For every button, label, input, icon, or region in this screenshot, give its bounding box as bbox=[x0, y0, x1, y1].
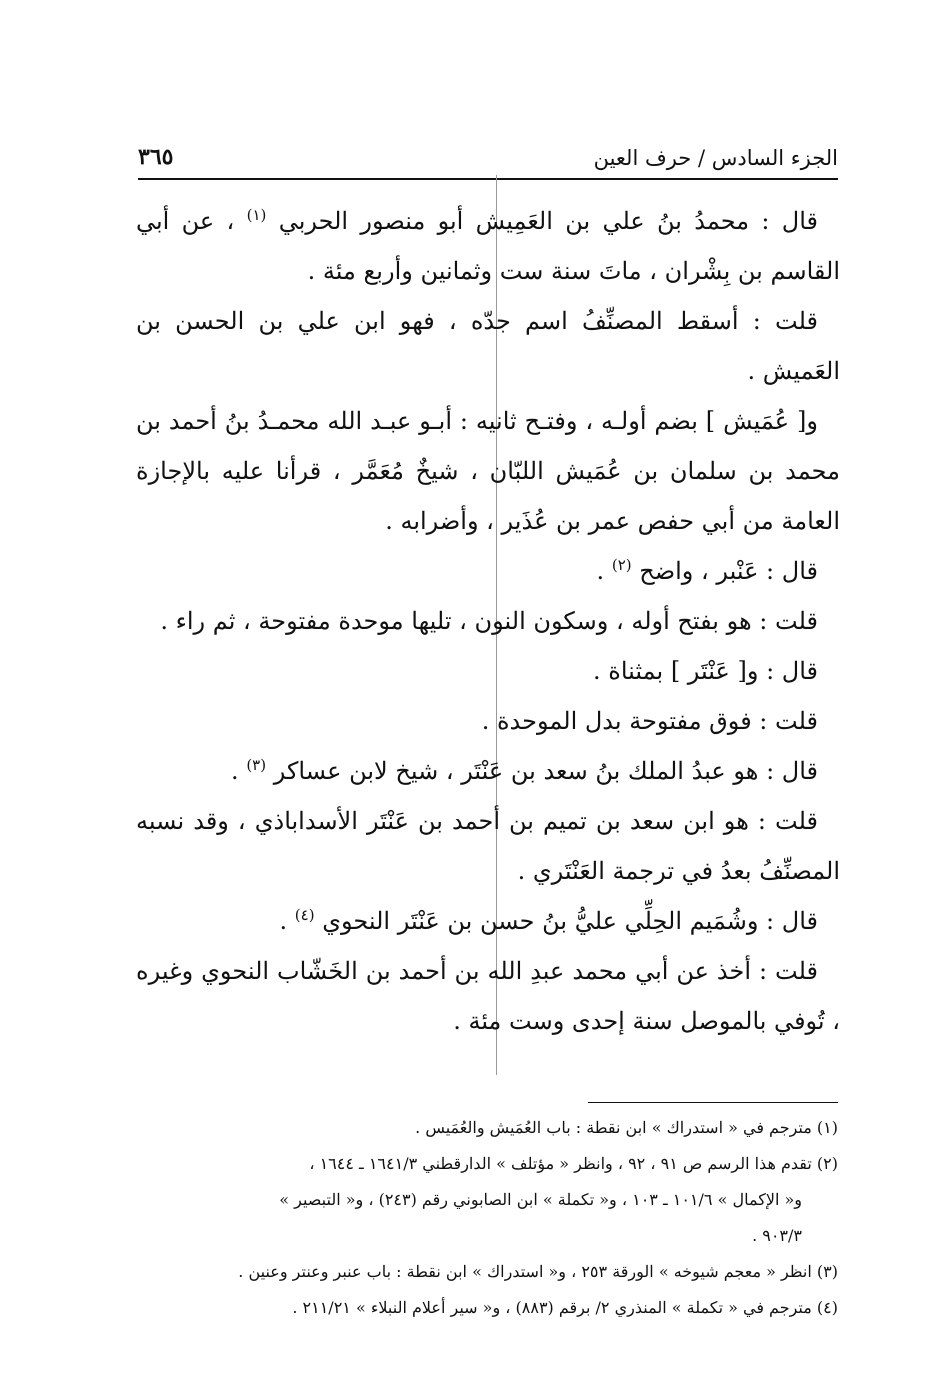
footnote-2: (٢) تقدم هذا الرسم ص ٩١ ، ٩٢ ، وانظر « مؤتلف » الدارقطني ١٦٤١/٣ ـ ١٦٤٤ ، bbox=[309, 1154, 838, 1173]
page-number: ٣٦٥ bbox=[138, 144, 174, 170]
main-text bbox=[136, 196, 840, 1046]
footnote-marker: (٤) bbox=[294, 906, 315, 924]
comment-paragraph: قلت : أخذ عن أبي محمد عبدِ الله بن أحمد بن الخَشّاب النحوي وغيره ، تُوفي بالموصل سنة إحدى وست مئة . bbox=[136, 957, 840, 1035]
entry-paragraph: قال : عَنْبر ، واضح $^{(٢)}$ . bbox=[596, 556, 818, 585]
header-rule bbox=[138, 178, 838, 180]
comment-paragraph: قلت : فوق مفتوحة بدل الموحدة . bbox=[481, 707, 818, 735]
footnote-1: (١) مترجم في « استدراك » ابن نقطة : باب العُمَيش والعُمَيس . bbox=[415, 1118, 838, 1137]
running-title: الجزء السادس / حرف العين bbox=[593, 146, 838, 170]
entry-paragraph: و[ عُمَيش ] بضم أولـه ، وفتـح ثانيه : أبـو عبـد الله محمـدُ بنُ أحمد بن محمد بن سلمان بن عُمَيش اللبّان ، شيخٌ مُعَمَّر ، قرأنا عليه بالإجازة العامة من أبي حفص عمر بن عُذَير ، وأضرابه . bbox=[136, 407, 840, 535]
footnote-marker: (١) bbox=[246, 206, 267, 224]
entry-paragraph: قال : و[ عَنْتَر ] بمثناة . bbox=[593, 657, 818, 685]
footnote-marker: (٣) bbox=[246, 756, 267, 774]
entry-paragraph: قال : هو عبدُ الملك بنُ سعد بن عَنْتَر ، شيخ لابن عساكر $^{(٣)}$ . bbox=[231, 756, 818, 785]
comment-paragraph: قلت : هو ابن سعد بن تميم بن أحمد بن عَنْتَر الأسداباذي ، وقد نسبه المصنِّفُ بعدُ في ترجمة العَنْتَري . bbox=[136, 807, 840, 885]
footnote-rule bbox=[588, 1102, 838, 1103]
footnotes bbox=[138, 1110, 838, 1326]
comment-paragraph: قلت : هو بفتح أوله ، وسكون النون ، تليها موحدة مفتوحة ، ثم راء . bbox=[160, 607, 818, 635]
page-header bbox=[138, 130, 838, 170]
footnote-marker: (٢) bbox=[611, 556, 632, 574]
footnote-4: (٤) مترجم في « تكملة » المنذري ٢/ برقم (٨٨٣) ، و« سير أعلام النبلاء » ٢١١/٢١ . bbox=[292, 1298, 838, 1317]
footnote-2-cont: ٩٠٣/٣ . bbox=[752, 1226, 802, 1245]
comment-paragraph: قلت : أسقط المصنِّفُ اسم جدّه ، فهو ابن علي بن الحسن بن العَميش . bbox=[136, 307, 840, 385]
footnote-3: (٣) انظر « معجم شيوخه » الورقة ٢٥٣ ، و« استدراك » ابن نقطة : باب عنبر وعنتر وعنين . bbox=[238, 1262, 838, 1281]
entry-paragraph: قال : وشُمَيم الحِلِّي عليُّ بنُ حسن بن عَنْتَر النحوي $^{(٤)}$ . bbox=[279, 906, 818, 935]
entry-paragraph: قال : محمدُ بنُ علي بن العَمِيش أبو منصور الحربي $^{(١)}$ ، عن أبي القاسم بن بِشْران ، ماتَ سنة ست وثمانين وأربع مئة . bbox=[136, 206, 840, 285]
footnote-2-cont: و« الإكمال » ١٠١/٦ ـ ١٠٣ ، و« تكملة » ابن الصابوني رقم (٢٤٣) ، و« التبصير » bbox=[279, 1190, 802, 1209]
